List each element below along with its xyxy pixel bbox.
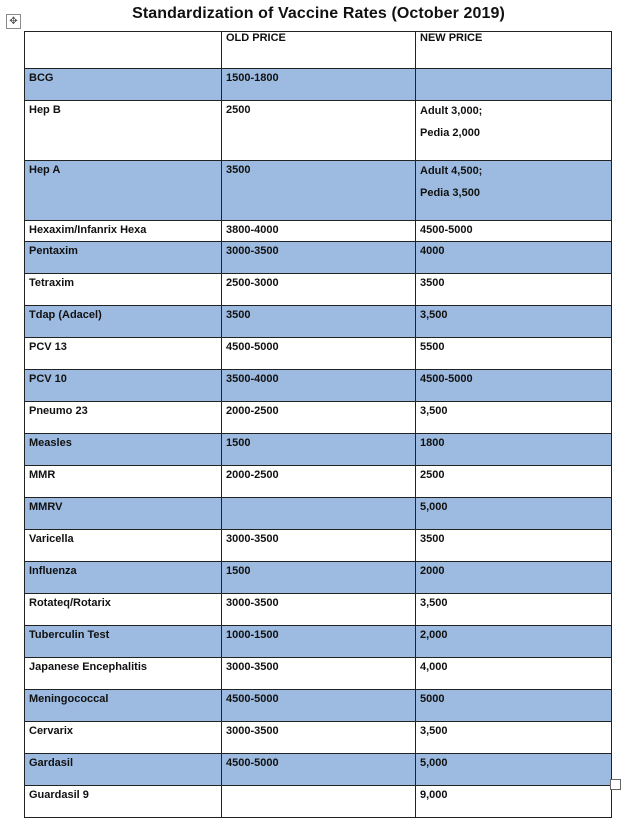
vaccine-name-cell: Measles	[25, 434, 222, 466]
old-price-cell	[222, 498, 416, 530]
vaccine-name-cell: Influenza	[25, 562, 222, 594]
new-price-cell	[416, 221, 612, 242]
new-price-cell	[416, 466, 612, 498]
table-row	[25, 242, 612, 274]
new-price-line: 9,000	[420, 789, 448, 801]
vaccine-name-cell: Pneumo 23	[25, 402, 222, 434]
table-row	[25, 530, 612, 562]
table-row	[25, 161, 612, 221]
table-row	[25, 498, 612, 530]
new-price-line: 4,000	[420, 661, 448, 673]
header-vaccine	[25, 32, 222, 69]
old-price-cell: 2500-3000	[222, 274, 416, 306]
table-row	[25, 69, 612, 101]
table-move-handle-icon[interactable]: ✥	[6, 14, 21, 29]
old-price-cell: 3000-3500	[222, 594, 416, 626]
old-price-cell	[222, 786, 416, 818]
table-row	[25, 402, 612, 434]
vaccine-name-cell: Japanese Encephalitis	[25, 658, 222, 690]
vaccine-name-cell: MMRV	[25, 498, 222, 530]
old-price-cell: 4500-5000	[222, 754, 416, 786]
table-row	[25, 338, 612, 370]
old-price-cell: 2500	[222, 101, 416, 161]
new-price-line: 5,000	[420, 501, 448, 513]
old-price-cell: 1500	[222, 562, 416, 594]
old-price-cell: 3000-3500	[222, 722, 416, 754]
table-row	[25, 274, 612, 306]
new-price-line: Adult 3,000;	[420, 105, 483, 117]
new-price-line: Adult 4,500;	[420, 165, 483, 177]
new-price-line: 1800	[420, 437, 445, 449]
new-price-line: 3,500	[420, 309, 448, 321]
old-price-cell: 1500	[222, 434, 416, 466]
old-price-cell: 3800-4000	[222, 221, 416, 242]
new-price-line: 4500-5000	[420, 373, 473, 385]
new-price-cell	[416, 274, 612, 306]
new-price-cell	[416, 402, 612, 434]
new-price-line: 3500	[420, 277, 445, 289]
new-price-line: 2000	[420, 565, 445, 577]
old-price-cell: 2000-2500	[222, 402, 416, 434]
new-price-cell	[416, 101, 612, 161]
new-price-cell	[416, 594, 612, 626]
vaccine-name-cell: Guardasil 9	[25, 786, 222, 818]
table-row	[25, 101, 612, 161]
vaccine-name-cell: Rotateq/Rotarix	[25, 594, 222, 626]
new-price-line: 5000	[420, 693, 445, 705]
vaccine-name-cell: Hep A	[25, 161, 222, 221]
new-price-cell	[416, 626, 612, 658]
vaccine-name-cell: Tdap (Adacel)	[25, 306, 222, 338]
table-row	[25, 562, 612, 594]
header-old-price: OLD PRICE	[222, 32, 416, 69]
table-header-row	[25, 32, 612, 69]
new-price-cell	[416, 786, 612, 818]
table-row	[25, 722, 612, 754]
vaccine-name-cell: Hep B	[25, 101, 222, 161]
new-price-cell	[416, 690, 612, 722]
page-title: Standardization of Vaccine Rates (October 2019)	[132, 5, 505, 22]
old-price-cell: 4500-5000	[222, 338, 416, 370]
new-price-line: 3,500	[420, 725, 448, 737]
vaccine-name-cell: Hexaxim/Infanrix Hexa	[25, 221, 222, 242]
vaccine-name-cell: Meningococcal	[25, 690, 222, 722]
old-price-cell: 1000-1500	[222, 626, 416, 658]
vaccine-name-cell: MMR	[25, 466, 222, 498]
new-price-cell	[416, 530, 612, 562]
old-price-cell: 3000-3500	[222, 658, 416, 690]
table-row	[25, 594, 612, 626]
vaccine-rates-table	[24, 31, 612, 818]
new-price-line: 5,000	[420, 757, 448, 769]
new-price-line: 4000	[420, 245, 445, 257]
old-price-cell: 3000-3500	[222, 530, 416, 562]
vaccine-name-cell: Gardasil	[25, 754, 222, 786]
vaccine-name-cell: PCV 13	[25, 338, 222, 370]
new-price-line: 4500-5000	[420, 224, 473, 236]
old-price-cell: 4500-5000	[222, 690, 416, 722]
new-price-line: Pedia 3,500	[420, 187, 480, 199]
new-price-cell	[416, 306, 612, 338]
new-price-line: 3,500	[420, 405, 448, 417]
old-price-cell: 3500	[222, 306, 416, 338]
table-row	[25, 658, 612, 690]
vaccine-name-cell: BCG	[25, 69, 222, 101]
new-price-line: 3500	[420, 533, 445, 545]
table-row	[25, 434, 612, 466]
new-price-line: 2500	[420, 469, 445, 481]
old-price-cell: 3500-4000	[222, 370, 416, 402]
old-price-cell: 3000-3500	[222, 242, 416, 274]
new-price-line: 3,500	[420, 597, 448, 609]
table-row	[25, 370, 612, 402]
table-row	[25, 221, 612, 242]
new-price-cell	[416, 434, 612, 466]
new-price-cell	[416, 370, 612, 402]
table-row	[25, 626, 612, 658]
vaccine-name-cell: Cervarix	[25, 722, 222, 754]
vaccine-name-cell: PCV 10	[25, 370, 222, 402]
vaccine-name-cell: Tuberculin Test	[25, 626, 222, 658]
new-price-cell	[416, 242, 612, 274]
table-row	[25, 754, 612, 786]
new-price-line: 2,000	[420, 629, 448, 641]
new-price-cell	[416, 754, 612, 786]
table-row	[25, 466, 612, 498]
new-price-cell	[416, 658, 612, 690]
header-new-price: NEW PRICE	[416, 32, 612, 69]
vaccine-name-cell: Tetraxim	[25, 274, 222, 306]
table-row	[25, 306, 612, 338]
old-price-cell: 1500-1800	[222, 69, 416, 101]
new-price-cell	[416, 338, 612, 370]
new-price-cell	[416, 161, 612, 221]
old-price-cell: 2000-2500	[222, 466, 416, 498]
new-price-cell	[416, 69, 612, 101]
new-price-line: 5500	[420, 341, 445, 353]
table-row	[25, 690, 612, 722]
new-price-line: Pedia 2,000	[420, 127, 480, 139]
new-price-cell	[416, 498, 612, 530]
new-price-cell	[416, 562, 612, 594]
vaccine-name-cell: Pentaxim	[25, 242, 222, 274]
table-resize-handle[interactable]	[610, 779, 621, 790]
old-price-cell: 3500	[222, 161, 416, 221]
table-row	[25, 786, 612, 818]
new-price-cell	[416, 722, 612, 754]
vaccine-name-cell: Varicella	[25, 530, 222, 562]
